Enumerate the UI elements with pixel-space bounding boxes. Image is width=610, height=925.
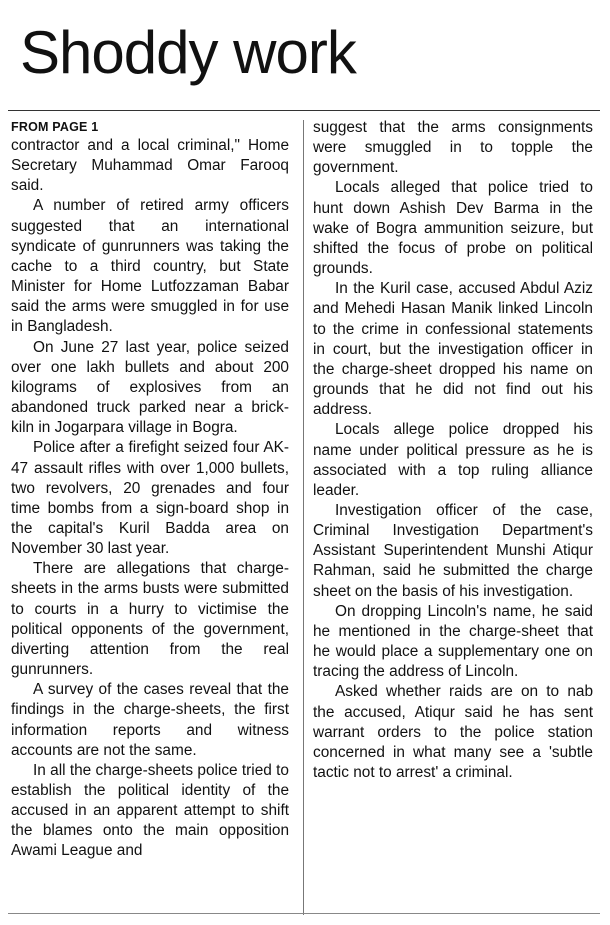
left-column xyxy=(11,118,289,862)
right-column xyxy=(313,118,593,783)
paragraph: Locals alleged that police tried to hunt down Ashish Dev Barma in the wake of Bogra ammunition seizure, but shifted the focus of probe on political grounds. xyxy=(313,179,593,278)
paragraph: suggest that the arms consignments were smuggled in to topple the government. xyxy=(313,119,593,177)
paragraph: Locals allege police dropped his name under political pressure as he is associated with a top ruling alliance leader. xyxy=(313,421,593,499)
paragraph: Police after a firefight seized four AK-47 assault rifles with over 1,000 bullets, two revolvers, 20 grenades and four time bombs from a sign-board shop in the capital's Kuril Badda area on November 30 last year. xyxy=(11,439,289,558)
kicker: FROM PAGE 1 xyxy=(11,120,99,134)
column-divider xyxy=(303,120,304,915)
bottom-rule xyxy=(8,913,600,914)
paragraph: In all the charge-sheets police tried to establish the political identity of the accused in an apparent attempt to shift the blames onto the main opposition Awami League and xyxy=(11,761,289,860)
paragraph: A survey of the cases reveal that the findings in the charge-sheets, the first information reports and witness accounts are not the same. xyxy=(11,681,289,759)
top-rule xyxy=(8,110,600,111)
paragraph: contractor and a local criminal," Home Secretary Muhammad Omar Farooq said. xyxy=(11,137,289,195)
paragraph: A number of retired army officers suggested that an international syndicate of gunrunners was taking the cache to a third country, but State Minister for Home Lutfozzaman Babar said the arms were smuggled in for use in Bangladesh. xyxy=(11,197,289,336)
paragraph: Investigation officer of the case, Criminal Investigation Department's Assistant Superintendent Munshi Atiqur Rahman, said he submitted the charge sheet on the basis of his investigation. xyxy=(313,501,593,600)
paragraph: On June 27 last year, police seized over one lakh bullets and about 200 kilograms of explosives from an abandoned truck parked near a brick-kiln in Jogarpara village in Bogra. xyxy=(11,338,289,437)
paragraph: On dropping Lincoln's name, he said he mentioned in the charge-sheet that he would place a supplementary one on tracing the address of Lincoln. xyxy=(313,602,593,681)
paragraph: In the Kuril case, accused Abdul Aziz and Mehedi Hasan Manik linked Lincoln to the crime in confessional statements in court, but the investigation officer in the charge-sheet dropped his name on grounds that he did not find out his address. xyxy=(313,280,593,419)
headline: Shoddy work xyxy=(20,19,356,86)
paragraph: Asked whether raids are on to nab the accused, Atiqur said he has sent warrant orders to the police station concerned in what many see a 'subtle tactic not to arrest' a criminal. xyxy=(313,683,593,781)
paragraph: There are allegations that charge-sheets in the arms busts were submitted to courts in a hurry to victimise the political opponents of the government, diverting attention from the real gunrunners. xyxy=(11,560,289,679)
